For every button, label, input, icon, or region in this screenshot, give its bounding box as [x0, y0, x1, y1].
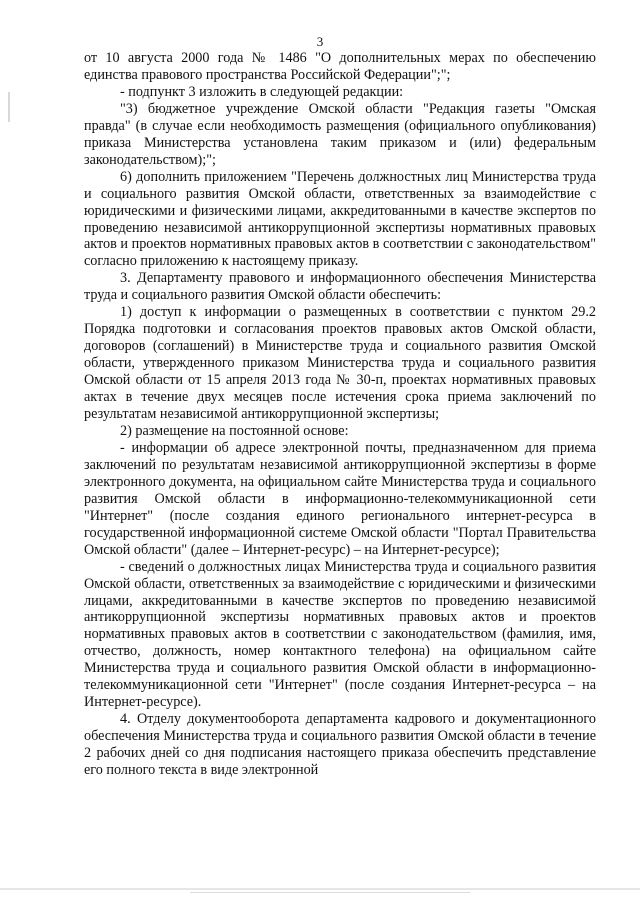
page-number: 3 — [316, 34, 324, 49]
paragraph-8: - информации об адресе электронной почты, предназначенном для приема заключений по результатам независимой антикоррупционной экспертизы в форме электронного документа, на официальном сайте Министерства труда и социального развития Омской области в информационно-телекоммуникационной сети "Интернет" (после создания единого регионального интернет-ресурса в государственной информационной системе Омской области "Портал Правительства Омской области" (далее – Интернет-ресурс) – на Интернет-ресурсе); — [84, 439, 596, 558]
paragraph-3: "3) бюджетное учреждение Омской области "Редакция газеты "Омская правда" (в случае если необходимость размещения (официального опубликования) приказа Министерства установлена таким приказом и (или) федеральным законодательством);"; — [84, 100, 596, 168]
paragraph-2: - подпункт 3 изложить в следующей редакции: — [120, 83, 404, 100]
paragraph-10: 4. Отделу документооборота департамента кадрового и документационного обеспечения Министерства труда и социального развития Омской области в течение 2 рабочих дней со дня подписания настоящего приказа обеспечить представление его полного текста в виде электронной — [84, 711, 596, 779]
paragraph-4: 6) дополнить приложением "Перечень должностных лиц Министерства труда и социального развития Омской области, ответственных за взаимодействие с юридическими и физическими лицами, аккредитованными в качестве экспертов по проведению независимой антикоррупционной экспертизы нормативных правовых актов и проектов нормативных правовых актов в соответствии с законодательством" согласно приложению к настоящему приказу. — [84, 168, 596, 270]
scan-margin-mark — [8, 92, 10, 122]
scan-bottom-edge-secondary — [190, 892, 470, 893]
paragraph-6: 1) доступ к информации о размещенных в соответствии с пунктом 29.2 Порядка подготовки и согласования проектов правовых актов Омской области, договоров (соглашений) в Министерстве труда и социального развития Омской области, утвержденного приказом Министерства труда и социального развития Омской области от 15 апреля 2013 года № 30-п, проектах нормативных правовых актах в течение двух месяцев после истечения срока приема заключений по результатам независимой антикоррупционной экспертизы; — [84, 304, 596, 423]
paragraph-1: от 10 августа 2000 года № 1486 "О дополнительных мерах по обеспечению единства правового пространства Российской Федерации";"; — [84, 50, 596, 83]
paragraph-9: - сведений о должностных лицах Министерства труда и социального развития Омской области, ответственных за взаимодействие с юридическими и физическими лицами, аккредитованными в качестве экспертов по проведению независимой антикоррупционной экспертизы нормативных правовых актов и проектов нормативных правовых актов в соответствии с законодательством (фамилия, имя, отчество, должность, номер контактного телефона) на официальном сайте Министерства труда и социального развития Омской области в информационно-телекоммуникационной сети "Интернет" (после создания Интернет-ресурса – на Интернет-ресурсе). — [84, 558, 596, 711]
scan-bottom-edge — [0, 888, 640, 890]
paragraph-5: 3. Департаменту правового и информационного обеспечения Министерства труда и социального развития Омской области обеспечить: — [84, 270, 596, 304]
document-body — [84, 50, 596, 779]
paragraph-7: 2) размещение на постоянной основе: — [120, 422, 349, 439]
